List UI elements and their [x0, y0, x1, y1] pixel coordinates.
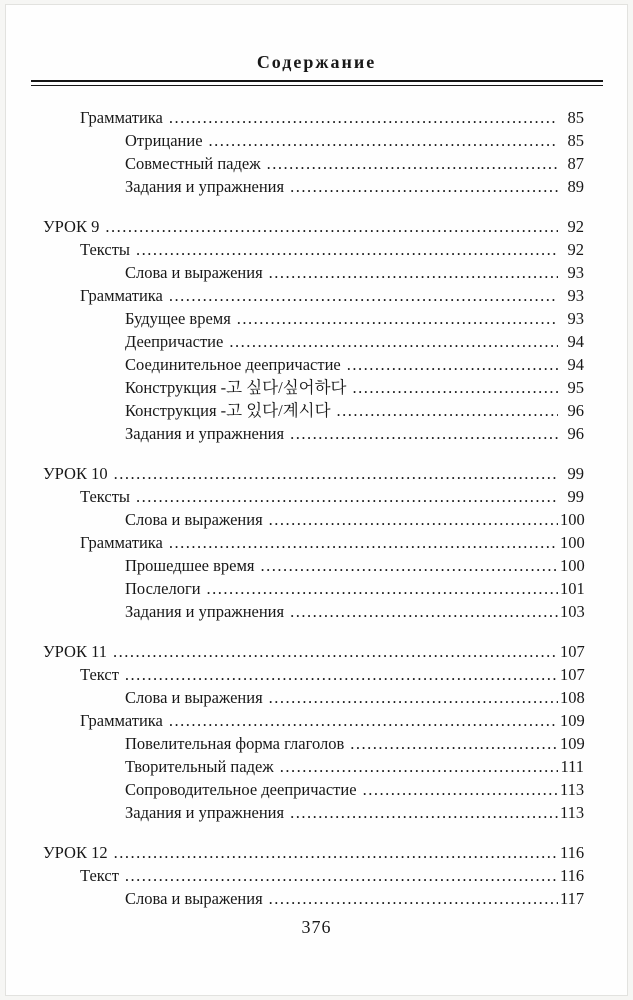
dot-leader: [229, 330, 558, 353]
dot-leader: [237, 307, 558, 330]
toc-entry: [39, 663, 584, 686]
toc-entry-label: Задания и упражнения: [125, 803, 285, 822]
dot-leader: [169, 709, 558, 732]
toc-entry: [39, 778, 584, 801]
toc-entry-page: 103: [560, 602, 585, 621]
toc-entry-label: Слова и выражения: [125, 889, 263, 908]
dot-leader: [290, 422, 558, 445]
toc-entry: [39, 887, 584, 910]
toc-entry: [39, 284, 584, 307]
toc-entry-page: 92: [567, 240, 584, 259]
toc-entry-page: 85: [567, 131, 584, 150]
toc-entry-page: 100: [560, 533, 585, 552]
toc-entry-label: Тексты: [80, 487, 130, 506]
toc-entry: [39, 709, 584, 732]
toc-entry: [39, 238, 584, 261]
toc-entry: [39, 261, 584, 284]
toc-entry-label: Конструкция -고 있다/계시다: [125, 401, 331, 420]
toc-entry: [39, 600, 584, 623]
toc-entry: [39, 106, 584, 129]
toc-entry-page: 96: [567, 401, 584, 420]
toc-entry-page: 116: [560, 843, 585, 862]
dot-leader: [269, 508, 558, 531]
dot-leader: [290, 600, 558, 623]
toc-entry-label: УРОК 10: [43, 464, 108, 483]
book-page: [5, 4, 628, 996]
toc-entry: [39, 376, 584, 399]
dot-leader: [261, 554, 559, 577]
dot-leader: [363, 778, 558, 801]
dot-leader: [337, 399, 558, 422]
toc-entry-page: 100: [560, 556, 585, 575]
dot-leader: [280, 755, 558, 778]
toc-entry-label: Грамматика: [80, 108, 163, 127]
toc-entry-label: Тексты: [80, 240, 130, 259]
toc-entry-label: Повелительная форма глаголов: [125, 734, 345, 753]
dot-leader: [125, 864, 558, 887]
dot-leader: [269, 261, 558, 284]
toc-entry-page: 113: [560, 780, 585, 799]
toc-entry-page: 87: [567, 154, 584, 173]
toc-entry: [39, 399, 584, 422]
toc-entry-label: Послелоги: [125, 579, 201, 598]
toc-entry-page: 99: [567, 487, 584, 506]
dot-leader: [169, 284, 558, 307]
toc-entry: [39, 422, 584, 445]
toc-entry-label: УРОК 11: [43, 642, 107, 661]
toc-entry: [39, 531, 584, 554]
toc-entry: [39, 175, 584, 198]
toc-entry-page: 107: [560, 665, 585, 684]
toc-entry: [39, 801, 584, 824]
toc-entry-label: Соединительное деепричастие: [125, 355, 341, 374]
toc-entry-page: 99: [567, 464, 584, 483]
toc-entry: [39, 554, 584, 577]
toc-entry-page: 107: [560, 642, 585, 661]
toc-entry-page: 89: [567, 177, 584, 196]
dot-leader: [347, 353, 558, 376]
toc-entry-page: 94: [567, 355, 584, 374]
toc-entry-label: Деепричастие: [125, 332, 224, 351]
dot-leader: [209, 129, 558, 152]
toc-entry: [39, 640, 584, 663]
toc-entry-label: Грамматика: [80, 711, 163, 730]
toc-entry-label: Слова и выражения: [125, 688, 263, 707]
toc-entry-page: 116: [560, 866, 585, 885]
toc-entry-page: 93: [567, 286, 584, 305]
toc-entry-page: 101: [560, 579, 585, 598]
toc-entry: [39, 755, 584, 778]
toc-entry: [39, 732, 584, 755]
toc-entry-label: Отрицание: [125, 131, 203, 150]
dot-leader: [169, 531, 558, 554]
toc-entry: [39, 307, 584, 330]
toc-entry-label: Слова и выражения: [125, 263, 263, 282]
toc-entry: [39, 686, 584, 709]
dot-leader: [136, 485, 558, 508]
toc-entry-label: УРОК 12: [43, 843, 108, 862]
toc-entry-label: УРОК 9: [43, 217, 100, 236]
dot-leader: [113, 640, 558, 663]
toc-entry-page: 96: [567, 424, 584, 443]
toc-entry-label: Сопроводительное деепричастие: [125, 780, 357, 799]
dot-leader: [114, 841, 558, 864]
dot-leader: [267, 152, 558, 175]
toc-entry-page: 93: [567, 263, 584, 282]
dot-leader: [290, 175, 558, 198]
toc-entry-page: 100: [560, 510, 585, 529]
toc-entry-label: Текст: [80, 866, 119, 885]
toc-entry-page: 85: [567, 108, 584, 127]
toc-entry-label: Задания и упражнения: [125, 424, 285, 443]
toc-entry-page: 111: [560, 757, 584, 776]
toc-entry-label: Прошедшее время: [125, 556, 255, 575]
toc-entry-label: Совместный падеж: [125, 154, 261, 173]
toc-entry-label: Задания и упражнения: [125, 177, 285, 196]
toc-entry: [39, 129, 584, 152]
toc-entry: [39, 152, 584, 175]
dot-leader: [352, 376, 558, 399]
toc-entry-label: Конструкция -고 싶다/싶어하다: [125, 378, 347, 397]
toc-entry-page: 92: [567, 217, 584, 236]
toc-entry-page: 109: [560, 734, 585, 753]
toc-entry: [39, 330, 584, 353]
toc-entry-page: 93: [567, 309, 584, 328]
dot-leader: [105, 215, 558, 238]
toc-entry: [39, 462, 584, 485]
footer-page-number: 376: [301, 917, 332, 937]
dot-leader: [350, 732, 558, 755]
toc-entry-label: Текст: [80, 665, 119, 684]
toc-entry-page: 95: [567, 378, 584, 397]
toc-entry-page: 113: [560, 803, 585, 822]
dot-leader: [114, 462, 558, 485]
dot-leader: [125, 663, 558, 686]
dot-leader: [269, 686, 558, 709]
dot-leader: [290, 801, 558, 824]
toc-entry-label: Творительный падеж: [125, 757, 274, 776]
dot-leader: [207, 577, 558, 600]
toc-entry: [39, 864, 584, 887]
toc-entry-label: Грамматика: [80, 533, 163, 552]
page-title: Содержание: [256, 52, 377, 72]
toc-entry: [39, 353, 584, 376]
toc-entry-page: 94: [567, 332, 584, 351]
toc-entry: [39, 485, 584, 508]
toc-list: [5, 86, 628, 910]
toc-entry: [39, 215, 584, 238]
toc-entry-label: Будущее время: [125, 309, 231, 328]
toc-entry-page: 108: [560, 688, 585, 707]
dot-leader: [169, 106, 558, 129]
toc-entry-page: 117: [560, 889, 585, 908]
toc-entry: [39, 841, 584, 864]
toc-entry-label: Задания и упражнения: [125, 602, 285, 621]
toc-entry-label: Слова и выражения: [125, 510, 263, 529]
toc-entry-page: 109: [560, 711, 585, 730]
toc-entry: [39, 577, 584, 600]
dot-leader: [136, 238, 558, 261]
toc-entry-label: Грамматика: [80, 286, 163, 305]
dot-leader: [269, 887, 558, 910]
toc-entry: [39, 508, 584, 531]
